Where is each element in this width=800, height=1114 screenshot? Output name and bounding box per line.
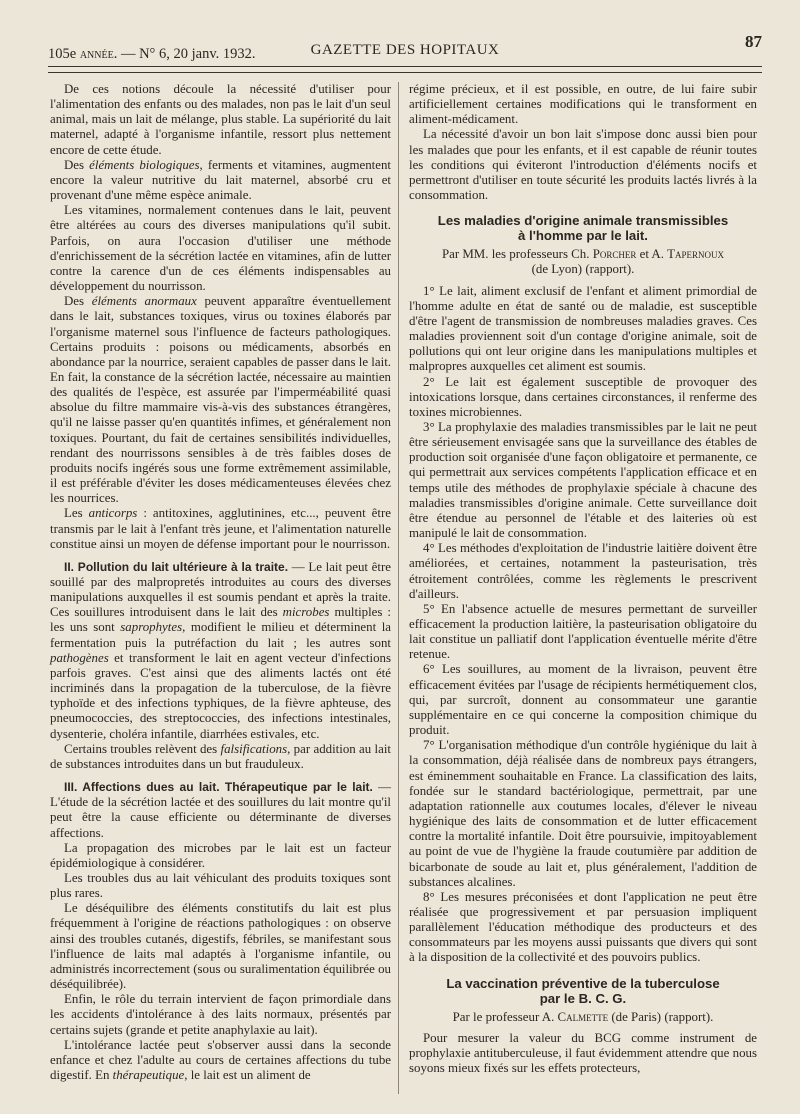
journal-title: GAZETTE DES HOPITAUX (310, 42, 500, 58)
page-header (48, 32, 762, 66)
article-title: Les maladies d'origine animale transmissibles à l'homme par le lait. (437, 213, 729, 244)
article-byline: Par le professeur A. Calmette (de Paris) (rapport). (452, 1009, 714, 1024)
paragraph: Des éléments anormaux peuvent apparaître éventuellement dans le lait, substances toxiques, virus ou toxines élaborés par l'organisme maternel sous l'influence de facteurs pathologiques. Certains produits : poisons ou médicaments, absorbés en abondance par la nourrice, seraient capables de passer dans le lait. En fait, la constance de la sécrétion lactée, nécessaire au maintien des qualités de l'espèce, est assurée par l'imperméabilité quasi absolue du filtre mammaire vis-à-vis des substances étrangères, qu'il ne laisse passer qu'en quantités infimes, et généralement non toxiques. Pourtant, du fait de certaines sensibilités individuelles, rendant des nourrissons sensibles à de très faibles doses de produits nocifs ingérés sous une forme extrêmement assimilable, il est préférable d'éviter les doses médicamenteuses élevées chez les nourrices. (50, 294, 391, 506)
numbered-paragraph: 7° L'organisation méthodique d'un contrôle hygiénique du lait à la consommation, déjà réalisée dans de nombreux pays étrangers, est éminemment souhaitable en France. La classification des laits, fondée sur le standard bactériologique, permettrait, par une adaptation rationnelle aux coutumes locales, d'élever le niveau hygiénique des laits de consommation et de lutter efficacement contre la mortalité infantile. Doit être poursuivie, impitoyablement au point de vue de l'hygiène la fraude coutumière par addition de bicarbonate de soude au lait et, plus généralement, l'addition de substances alcalines. (409, 738, 757, 889)
article-byline: Par MM. les professeurs Ch. Porcher et A. Tapernoux (de Lyon) (rapport). (441, 247, 725, 277)
numbered-paragraph: 1° Le lait, aliment exclusif de l'enfant et aliment primordial de l'homme adulte en état de santé ou de maladie, est susceptible d'être l'agent de transmission de nombreuses maladies graves. Ces maladies proviennent soit d'un contage d'origine animale, soit de pollutions qui ont leur origine dans les manipulations multiples et malpropres auxquelles cet aliment est soumis. (409, 283, 757, 374)
issue-number-date: — N° 6, 20 janv. 1932. (120, 46, 256, 62)
numbered-paragraph: 8° Les mesures préconisées et dont l'application ne peut être réalisée que progressivement et par persuasion impliquent parallèlement l'éducation méthodique des producteurs et des consommateurs par les moyens aussi puissants que divers qui sont à la disposition de la collectivité et des pouvoirs publics. (409, 889, 757, 965)
paragraph: Les vitamines, normalement contenues dans le lait, peuvent être altérées au cours des diverses manipulations qu'il subit. Parfois, on aura l'occasion d'utiliser une méthode d'enrichissement de la sécrétion lactée en vitamines, afin de lutter contre la carence d'un de ces éléments indispensables au développement du nourrisson. (50, 203, 391, 294)
paragraph: La nécessité d'avoir un bon lait s'impose donc aussi bien pour les malades que pour les enfants, et il est capable de réunir toutes les conditions qui éviteront l'introduction d'éléments nocifs et permettront d'utiliser en toute sécurité les produits lactés livrés à la consommation. (409, 127, 757, 203)
numbered-paragraph: 4° Les méthodes d'exploitation de l'industrie laitière doivent être améliorées, et certaines, notamment la pasteurisation, très étroitement contrôlées, comme les règlements le prescrivent d'ailleurs. (409, 541, 757, 601)
section-heading: II. Pollution du lait ultérieure à la traite. (64, 559, 289, 574)
paragraph: Des éléments biologiques, ferments et vitamines, augmentent encore la valeur nutritive du lait maternel, absorbé cru et provenant d'une même espèce animale. (50, 157, 391, 203)
column-divider (398, 82, 399, 1094)
paragraph: régime précieux, et il est possible, en outre, de lui faire subir artificiellement certaines modifications qui le transforment en aliment-médicament. (409, 82, 757, 127)
paragraph: Pour mesurer la valeur du BCG comme instrument de prophylaxie antituberculeuse, il faut évidemment attendre que nous soyons mieux fixés sur les effets protecteurs, (409, 1030, 757, 1076)
right-column (409, 82, 757, 1076)
page-number: 87 (745, 32, 762, 51)
header-rule-bottom (48, 72, 762, 73)
issue-year: 105e (48, 46, 77, 62)
paragraph: De ces notions découle la nécessité d'utiliser pour l'alimentation des enfants ou des malades, non pas le lait d'un seul animal, mais un lait de mélange, plus stable. La supériorité du lait maternel, adapté à l'organisme infantile, ressort plus nettement encore de cette étude. (50, 82, 391, 157)
paragraph: L'intolérance lactée peut s'observer aussi dans la seconde enfance et chez l'adulte au cours de certaines affections du tube digestif. En thérapeutique, le lait est un aliment de (50, 1037, 391, 1082)
article-title: La vaccination préventive de la tuberculose par le B. C. G. (446, 975, 720, 1006)
section-heading: III. Affections dues au lait. Thérapeutique par le lait. (64, 780, 373, 795)
paragraph: Les troubles dus au lait véhiculant des produits toxiques sont plus rares. (50, 870, 391, 901)
left-column (50, 82, 391, 1083)
numbered-paragraph: 3° La prophylaxie des maladies transmissibles par le lait ne peut être sérieusement envisagée sans que la surveillance des étables de production soit organisée d'une façon obligatoire et permanente, ce qui permettrait aux services compétents l'application efficace et en temps utile des méthodes de prophylaxie spéciale à chacune des maladies transmissibles d'origine animale. Cette surveillance doit être étendue au personnel de l'étable et des laiteries où est manipulé le lait de consommation. (409, 419, 757, 541)
paragraph: Enfin, le rôle du terrain intervient de façon primordiale dans les accidents d'intolérance à des laits normaux, présentés par certains sujets (grande et petite anaphylaxie au lait). (50, 992, 391, 1037)
paragraph: Les anticorps : antitoxines, agglutinines, etc..., peuvent être transmis par le lait à l'enfant très jeune, et l'alimentation naturelle constitue ainsi un moyen de défense important pour le nourrisson. (50, 506, 391, 551)
numbered-paragraph: 2° Le lait est également susceptible de provoquer des intoxications lorsque, dans certaines circonstances, il renferme des toxines microbiennes. (409, 374, 757, 419)
section-pollution: II. Pollution du lait ultérieure à la traite. — Le lait peut être souillé par des malpropretés introduites au cours des diverses manipulations auxquelles il est soumis pendant et après la traite. Ces souillures introduisent dans le lait des microbes multiples : les uns sont saprophytes, modifient le milieu et déterminent la fermentation puis la putréfaction du lait ; les autres sont pathogènes et transforment le lait en agent vecteur d'infections parfois graves. C'est ainsi que des aliments lactés ont été incriminés dans la propagation de la tuberculose, de la fièvre typhoïde et des infections typhiques, de la fièvre aphteuse, des pneumococcies, des streptococcies, des infections intestinales, dysenterie, choléra infantile, diarrhées estivales, etc. (50, 559, 392, 741)
paragraph: La propagation des microbes par le lait est un facteur épidémiologique à considérer. (50, 840, 391, 870)
paragraph: Le déséquilibre des éléments constitutifs du lait est plus fréquemment à l'origine de réactions pathologiques : on observe ainsi des troubles cutanés, digestifs, fébriles, se manifestant sous l'influence de laits mal adaptés à l'organisme infantile, ou administrés incorrectement (sous ou suralimentation équilibrée ou déséquilibrée). (50, 901, 391, 992)
numbered-paragraph: 5° En l'absence actuelle de mesures permettant de surveiller efficacement la production laitière, la pasteurisation obligatoire du lait constitue un palliatif dont l'application éventuelle mérite d'être retenue. (409, 601, 757, 662)
header-rule-top (48, 66, 762, 67)
section-affections: III. Affections dues au lait. Thérapeutique par le lait. — L'étude de la sécrétion lactée et des souillures du lait montre qu'il peut être la cause efficiente ou déterminante de diverses affections. (50, 780, 391, 840)
numbered-paragraph: 6° Les souillures, au moment de la livraison, peuvent être efficacement évitées par l'usage de récipients hermétiquement clos, qui, par surcroît, donnent au consommateur une garantie supplémentaire en ce qui concerne la composition chimique du produit. (409, 662, 757, 738)
issue-year-word: année. (79, 46, 118, 62)
paragraph: Certains troubles relèvent des falsifications, par addition au lait de substances introduites dans un but frauduleux. (50, 741, 392, 771)
